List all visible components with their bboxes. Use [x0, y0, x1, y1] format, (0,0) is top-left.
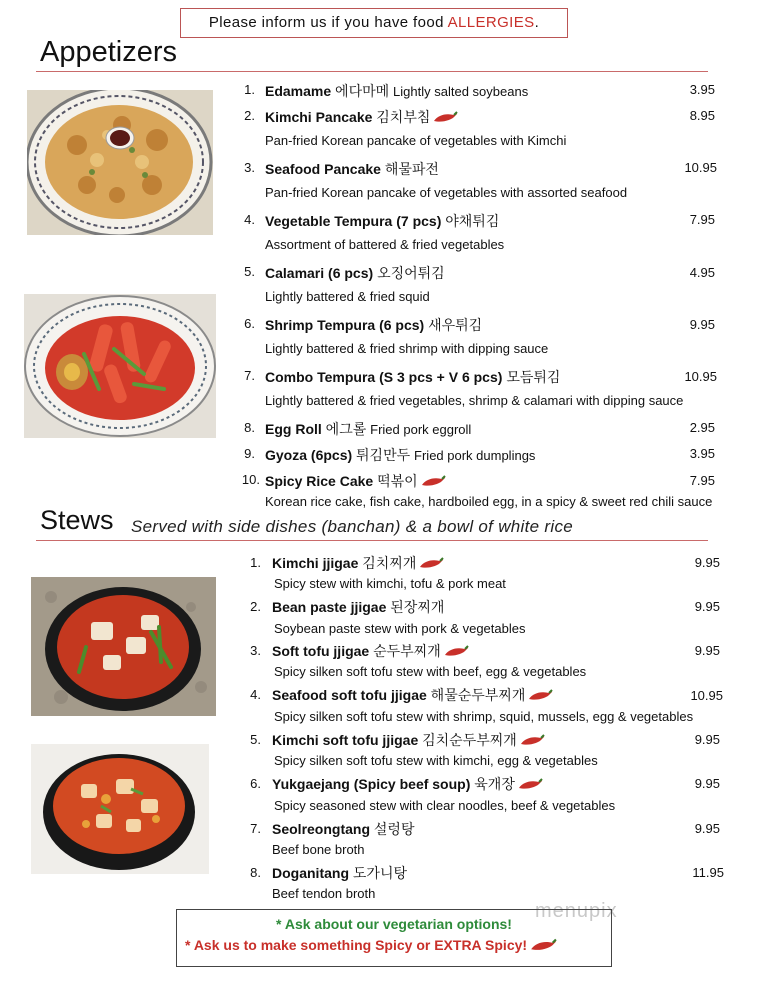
stews-subtitle: Served with side dishes (banchan) & a bowl of white rice [131, 517, 574, 536]
item-price: 9.95 [689, 317, 715, 332]
item-number: 5. [244, 264, 255, 279]
item-price: 9.95 [694, 599, 720, 614]
item-price: 11.95 [692, 865, 724, 880]
item-korean-name: 된장찌개 [390, 600, 445, 616]
item-korean-name: 에그롤 [325, 422, 367, 438]
allergy-suffix: . [534, 14, 540, 31]
item-name: Doganitang [272, 865, 349, 881]
item-number: 8. [244, 420, 255, 435]
menu-item-egg-roll [265, 419, 471, 439]
item-name: Yukgaejang (Spicy beef soup) [272, 776, 471, 792]
notes-box [176, 909, 612, 967]
item-number: 2. [250, 599, 261, 614]
item-description: Soybean paste stew with pork & vegetables [274, 621, 526, 636]
item-number: 6. [244, 316, 255, 331]
item-number: 3. [244, 160, 255, 175]
item-name: Seafood soft tofu jjigae [272, 687, 427, 703]
item-description: Spicy silken soft tofu stew with beef, egg & vegetables [274, 664, 587, 679]
item-number: 7. [250, 821, 261, 836]
allergy-text: Please inform us if you have food [208, 14, 448, 31]
chili-pepper-icon [519, 734, 545, 748]
item-name: Kimchi Pancake [265, 109, 373, 125]
menu-item-bean-paste-jjigae [272, 597, 444, 617]
item-number: 6. [250, 776, 261, 791]
item-description: Lightly battered & fried shrimp with dipping sauce [265, 341, 549, 356]
item-name: Vegetable Tempura (7 pcs) [265, 213, 442, 229]
chili-pepper-icon [443, 645, 469, 659]
item-price: 7.95 [689, 473, 715, 488]
item-price: 10.95 [690, 688, 723, 703]
item-korean-name: 육개장 [474, 777, 515, 793]
stews-title: Stews [40, 505, 114, 535]
vegetarian-note: * Ask about our vegetarian options! [276, 916, 512, 932]
item-price: 10.95 [684, 160, 717, 175]
seafood-pancake-photo [27, 90, 213, 235]
item-description: Pan-fried Korean pancake of vegetables with Kimchi [265, 133, 567, 148]
item-price: 9.95 [694, 555, 720, 570]
item-name: Kimchi jjigae [272, 555, 359, 571]
spicy-note [185, 937, 557, 954]
item-price: 4.95 [689, 265, 715, 280]
item-description: Spicy seasoned stew with clear noodles, beef & vegetables [274, 798, 616, 813]
item-korean-name: 떡볶이 [377, 474, 418, 490]
item-price: 2.95 [689, 420, 715, 435]
appetizers-title: Appetizers [40, 36, 178, 68]
item-description: Lightly salted soybeans [393, 84, 529, 99]
item-description: Fried pork eggroll [370, 422, 472, 437]
item-korean-name: 에다마메 [335, 84, 390, 100]
chili-pepper-icon [418, 557, 444, 571]
item-name: Edamame [265, 83, 332, 99]
item-price: 7.95 [689, 212, 715, 227]
item-number: 5. [250, 732, 261, 747]
item-korean-name: 오징어튀김 [377, 266, 445, 282]
item-description: Beef tendon broth [272, 886, 376, 901]
item-description: Korean rice cake, fish cake, hardboiled egg, in a spicy & sweet red chili sauce [265, 494, 713, 509]
item-number: 3. [250, 643, 261, 658]
item-name: Shrimp Tempura (6 pcs) [265, 317, 425, 333]
item-name: Combo Tempura (S 3 pcs + V 6 pcs) [265, 369, 503, 385]
item-description: Beef bone broth [272, 842, 365, 857]
chili-pepper-icon [517, 778, 543, 792]
soft-tofu-stew-photo [31, 577, 216, 716]
item-korean-name: 해물파전 [384, 162, 439, 178]
item-description: Spicy stew with kimchi, tofu & pork meat [274, 576, 506, 591]
item-price: 9.95 [694, 821, 720, 836]
item-description: Spicy silken soft tofu stew with shrimp, squid, mussels, egg & vegetables [274, 709, 694, 724]
menu-item-kimchi-soft-tofu-jjigae [272, 730, 545, 750]
menu-item-spicy-rice-cake [265, 471, 446, 491]
menu-item-yukgaejang [272, 774, 543, 794]
item-name: Kimchi soft tofu jjigae [272, 732, 419, 748]
item-description: Lightly battered & fried squid [265, 289, 430, 304]
chili-pepper-icon [420, 475, 446, 489]
item-number: 1. [244, 82, 255, 97]
item-korean-name: 야채튀김 [445, 214, 500, 230]
item-number: 10. [241, 472, 260, 487]
item-price: 3.95 [689, 82, 715, 97]
menu-item-kimchi-pancake [265, 107, 458, 127]
menu-item-kimchi-jjigae [272, 553, 444, 573]
item-description: Fried pork dumplings [414, 448, 536, 463]
item-number: 7. [244, 368, 255, 383]
menu-item-seolreongtang [272, 819, 414, 839]
menu-item-seafood-pancake [265, 159, 439, 179]
spicy-note-text: * Ask us to make something Spicy or EXTRA Spicy! [185, 937, 528, 953]
item-name: Bean paste jjigae [272, 599, 387, 615]
item-name: Seolreongtang [272, 821, 371, 837]
allergy-highlight: ALLERGIES [447, 14, 535, 31]
chili-pepper-icon [529, 938, 557, 954]
item-name: Gyoza (6pcs) [265, 447, 353, 463]
menu-item-calamari [265, 263, 445, 283]
item-korean-name: 설렁탕 [373, 822, 415, 838]
allergy-banner [180, 8, 568, 38]
item-price: 8.95 [689, 108, 715, 123]
menu-item-vegetable-tempura [265, 211, 499, 231]
item-description: Assortment of battered & fried vegetables [265, 237, 505, 252]
item-korean-name: 모듬튀김 [506, 370, 561, 386]
menu-item-shrimp-tempura [265, 315, 482, 335]
item-number: 4. [250, 687, 261, 702]
watermark: menupix [535, 900, 618, 922]
item-number: 8. [250, 865, 261, 880]
item-number: 9. [244, 446, 255, 461]
spicy-rice-cake-photo [24, 294, 216, 438]
item-description: Spicy silken soft tofu stew with kimchi, egg & vegetables [274, 753, 598, 768]
menu-item-gyoza [265, 445, 535, 465]
item-name: Soft tofu jjigae [272, 643, 370, 659]
chili-pepper-icon [527, 689, 553, 703]
menu-item-soft-tofu-jjigae [272, 641, 469, 661]
item-korean-name: 김치부침 [376, 110, 431, 126]
item-number: 2. [244, 108, 255, 123]
appetizers-divider [36, 71, 708, 72]
menu-item-edamame [265, 81, 528, 101]
item-price: 10.95 [684, 369, 717, 384]
item-korean-name: 순두부찌개 [373, 644, 441, 660]
item-price: 9.95 [694, 776, 720, 791]
item-number: 1. [250, 555, 261, 570]
item-name: Spicy Rice Cake [265, 473, 374, 489]
item-name: Calamari (6 pcs) [265, 265, 374, 281]
item-price: 9.95 [694, 643, 720, 658]
kimchi-soft-tofu-stew-photo [31, 744, 209, 874]
menu-item-doganitang [272, 863, 407, 883]
item-description: Pan-fried Korean pancake of vegetables with assorted seafood [265, 185, 628, 200]
item-korean-name: 김치찌개 [362, 556, 417, 572]
item-price: 3.95 [689, 446, 715, 461]
stews-divider [36, 540, 708, 541]
item-korean-name: 새우튀김 [428, 318, 483, 334]
item-name: Seafood Pancake [265, 161, 381, 177]
item-number: 4. [244, 212, 255, 227]
menu-item-seafood-soft-tofu-jjigae [272, 685, 553, 705]
item-korean-name: 튀김만두 [356, 448, 411, 464]
item-name: Egg Roll [265, 421, 322, 437]
item-korean-name: 해물순두부찌개 [430, 688, 526, 704]
item-korean-name: 도가니탕 [352, 866, 407, 882]
item-korean-name: 김치순두부찌개 [422, 733, 517, 749]
chili-pepper-icon [432, 111, 458, 125]
item-price: 9.95 [694, 732, 720, 747]
menu-item-combo-tempura [265, 367, 560, 387]
item-description: Lightly battered & fried vegetables, shrimp & calamari with dipping sauce [265, 393, 684, 408]
